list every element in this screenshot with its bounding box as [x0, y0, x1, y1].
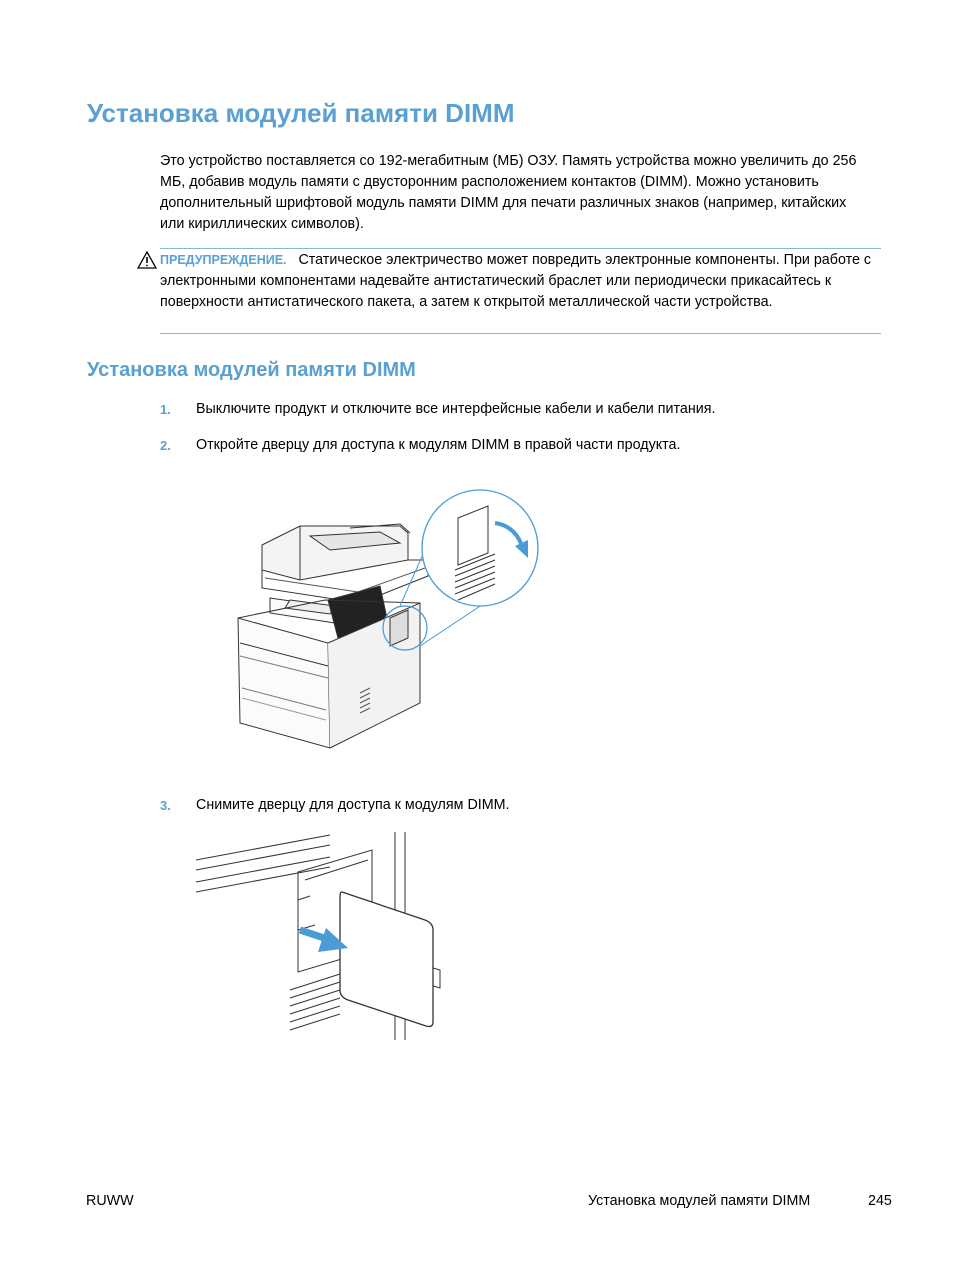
page-title: Установка модулей памяти DIMM: [87, 98, 515, 128]
warning-text: [160, 250, 885, 313]
warning-body: Статическое электричество может повредить электронные компоненты. При работе с электронными компонентами надевайте антистатический браслет или периодически прикасайтесь к поверхности антистатического пакета, а затем к открытой металлической части устройства.: [160, 252, 872, 310]
page-number: 245: [868, 1193, 892, 1209]
step-text: Выключите продукт и отключите все интерфейсные кабели и кабели питания.: [196, 401, 716, 417]
intro-paragraph: Это устройство поставляется со 192-мегабитным (МБ) ОЗУ. Память устройства можно увеличить до 256 МБ, добавив модуль памяти с двусторонним расположением контактов (DIMM). Можно установить дополнительный шрифтовой модуль памяти DIMM для печати различных знаков (например, китайских или кириллических символов).: [160, 153, 857, 232]
printer-dimm-door-illustration: [230, 488, 550, 753]
remove-dimm-door-illustration: [190, 830, 450, 1040]
step-text: Откройте дверцу для доступа к модулям DIMM в правой части продукта.: [196, 437, 681, 453]
step-number: 1.: [160, 402, 171, 417]
footer-section: Установка модулей памяти DIMM: [588, 1193, 811, 1209]
section-title: Установка модулей памяти DIMM: [87, 359, 416, 381]
warning-label: ПРЕДУПРЕЖДЕНИЕ.: [160, 253, 287, 267]
step-number: 2.: [160, 438, 171, 453]
warning-triangle-icon: [137, 251, 157, 269]
step-text: Снимите дверцу для доступа к модулям DIMM.: [196, 797, 510, 813]
step-number: 3.: [160, 798, 171, 813]
footer-left: RUWW: [86, 1193, 134, 1209]
